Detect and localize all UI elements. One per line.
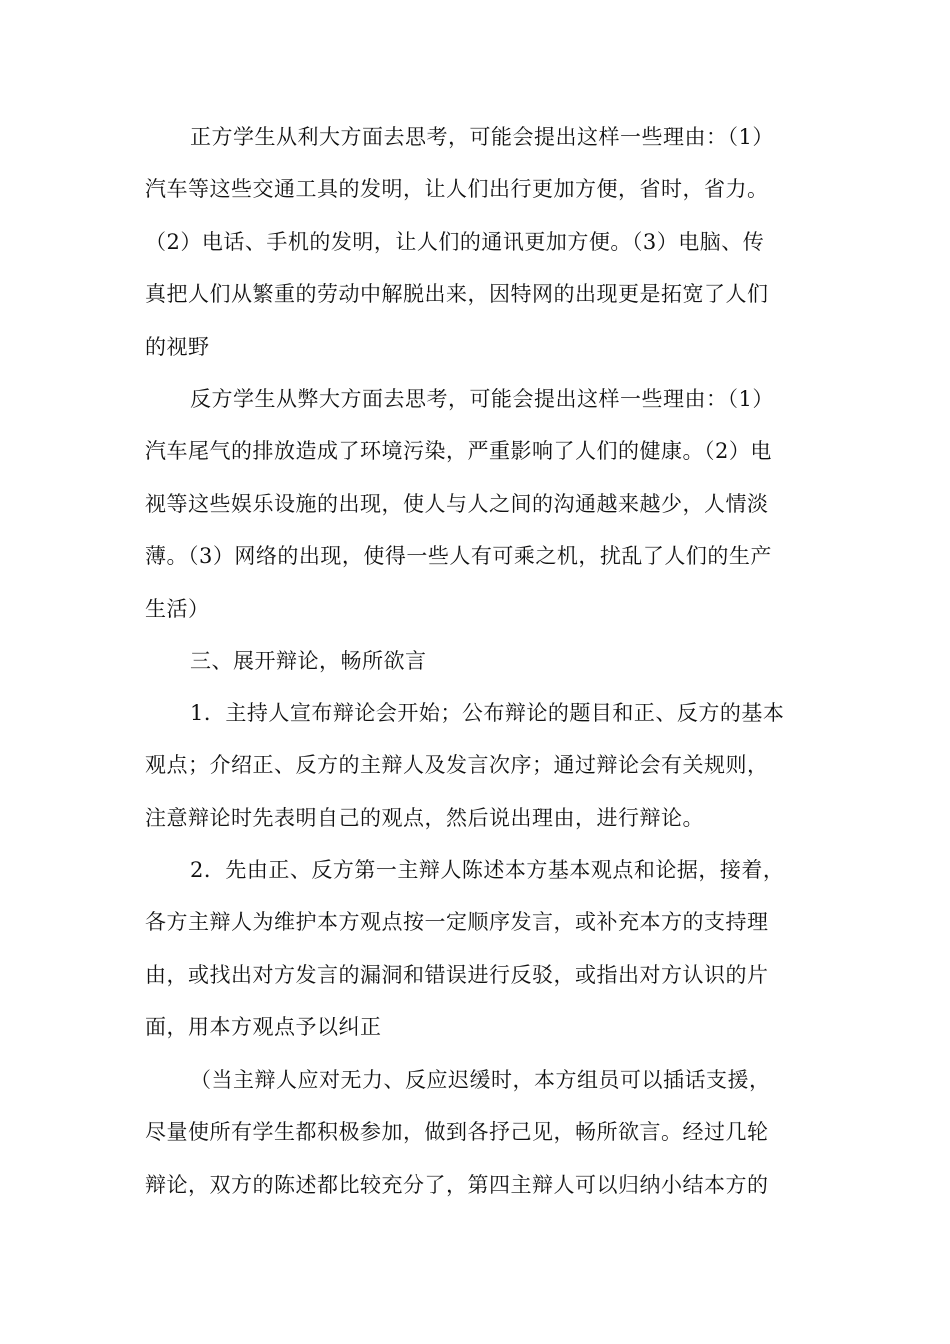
text-line: 正方学生从利大方面去思考，可能会提出这样一些理由：（1） (190, 125, 774, 149)
paragraph-step-2 (145, 844, 805, 1054)
text-line: 注意辩论时先表明自己的观点，然后说出理由，进行辩论。 (145, 805, 704, 830)
text-line: 面，用本方观点予以纠正 (145, 1015, 382, 1040)
text-line: （当主辩人应对无力、反应迟缓时，本方组员可以插话支援， (190, 1068, 771, 1092)
paragraph-con-side (145, 373, 805, 635)
text-line: （2）电话、手机的发明，让人们的通讯更加方便。（3）电脑、传 (145, 229, 765, 254)
paragraph-step-1 (145, 687, 805, 844)
text-line: 尽量使所有学生都积极参加，做到各抒己见，畅所欲言。经过几轮 (145, 1120, 769, 1145)
text-line: 由，或找出对方发言的漏洞和错误进行反驳，或指出对方认识的片 (145, 962, 769, 987)
text-line: 真把人们从繁重的劳动中解脱出来，因特网的出现更是拓宽了人们 (145, 282, 769, 307)
text-line: 的视野 (145, 334, 210, 359)
heading-line: 三、展开辩论，畅所欲言 (190, 649, 427, 673)
text-line: 辩论，双方的陈述都比较充分了，第四主辩人可以归纳小结本方的 (145, 1172, 769, 1197)
text-line: 薄。（3）网络的出现，使得一些人有可乘之机，扰乱了人们的生产 (145, 544, 772, 569)
text-line: 反方学生从弊大方面去思考，可能会提出这样一些理由：（1） (190, 387, 774, 411)
paragraph-pro-side (145, 111, 805, 373)
paragraph-support-note (145, 1054, 805, 1211)
text-line: 1．主持人宣布辩论会开始；公布辩论的题目和正、反方的基本 (190, 701, 785, 725)
section-heading (145, 635, 805, 687)
text-line: 汽车等这些交通工具的发明，让人们出行更加方便，省时，省力。 (145, 177, 769, 202)
text-line: 视等这些娱乐设施的出现，使人与人之间的沟通越来越少，人情淡 (145, 491, 769, 516)
text-line: 生活） (145, 596, 210, 621)
text-line: 汽车尾气的排放造成了环境污染，严重影响了人们的健康。（2）电 (145, 439, 772, 464)
text-line: 各方主辩人为维护本方观点按一定顺序发言，或补充本方的支持理 (145, 910, 769, 935)
text-line: 观点；介绍正、反方的主辩人及发言次序；通过辩论会有关规则， (145, 753, 769, 778)
text-line: 2．先由正、反方第一主辩人陈述本方基本观点和论据，接着， (190, 858, 785, 882)
